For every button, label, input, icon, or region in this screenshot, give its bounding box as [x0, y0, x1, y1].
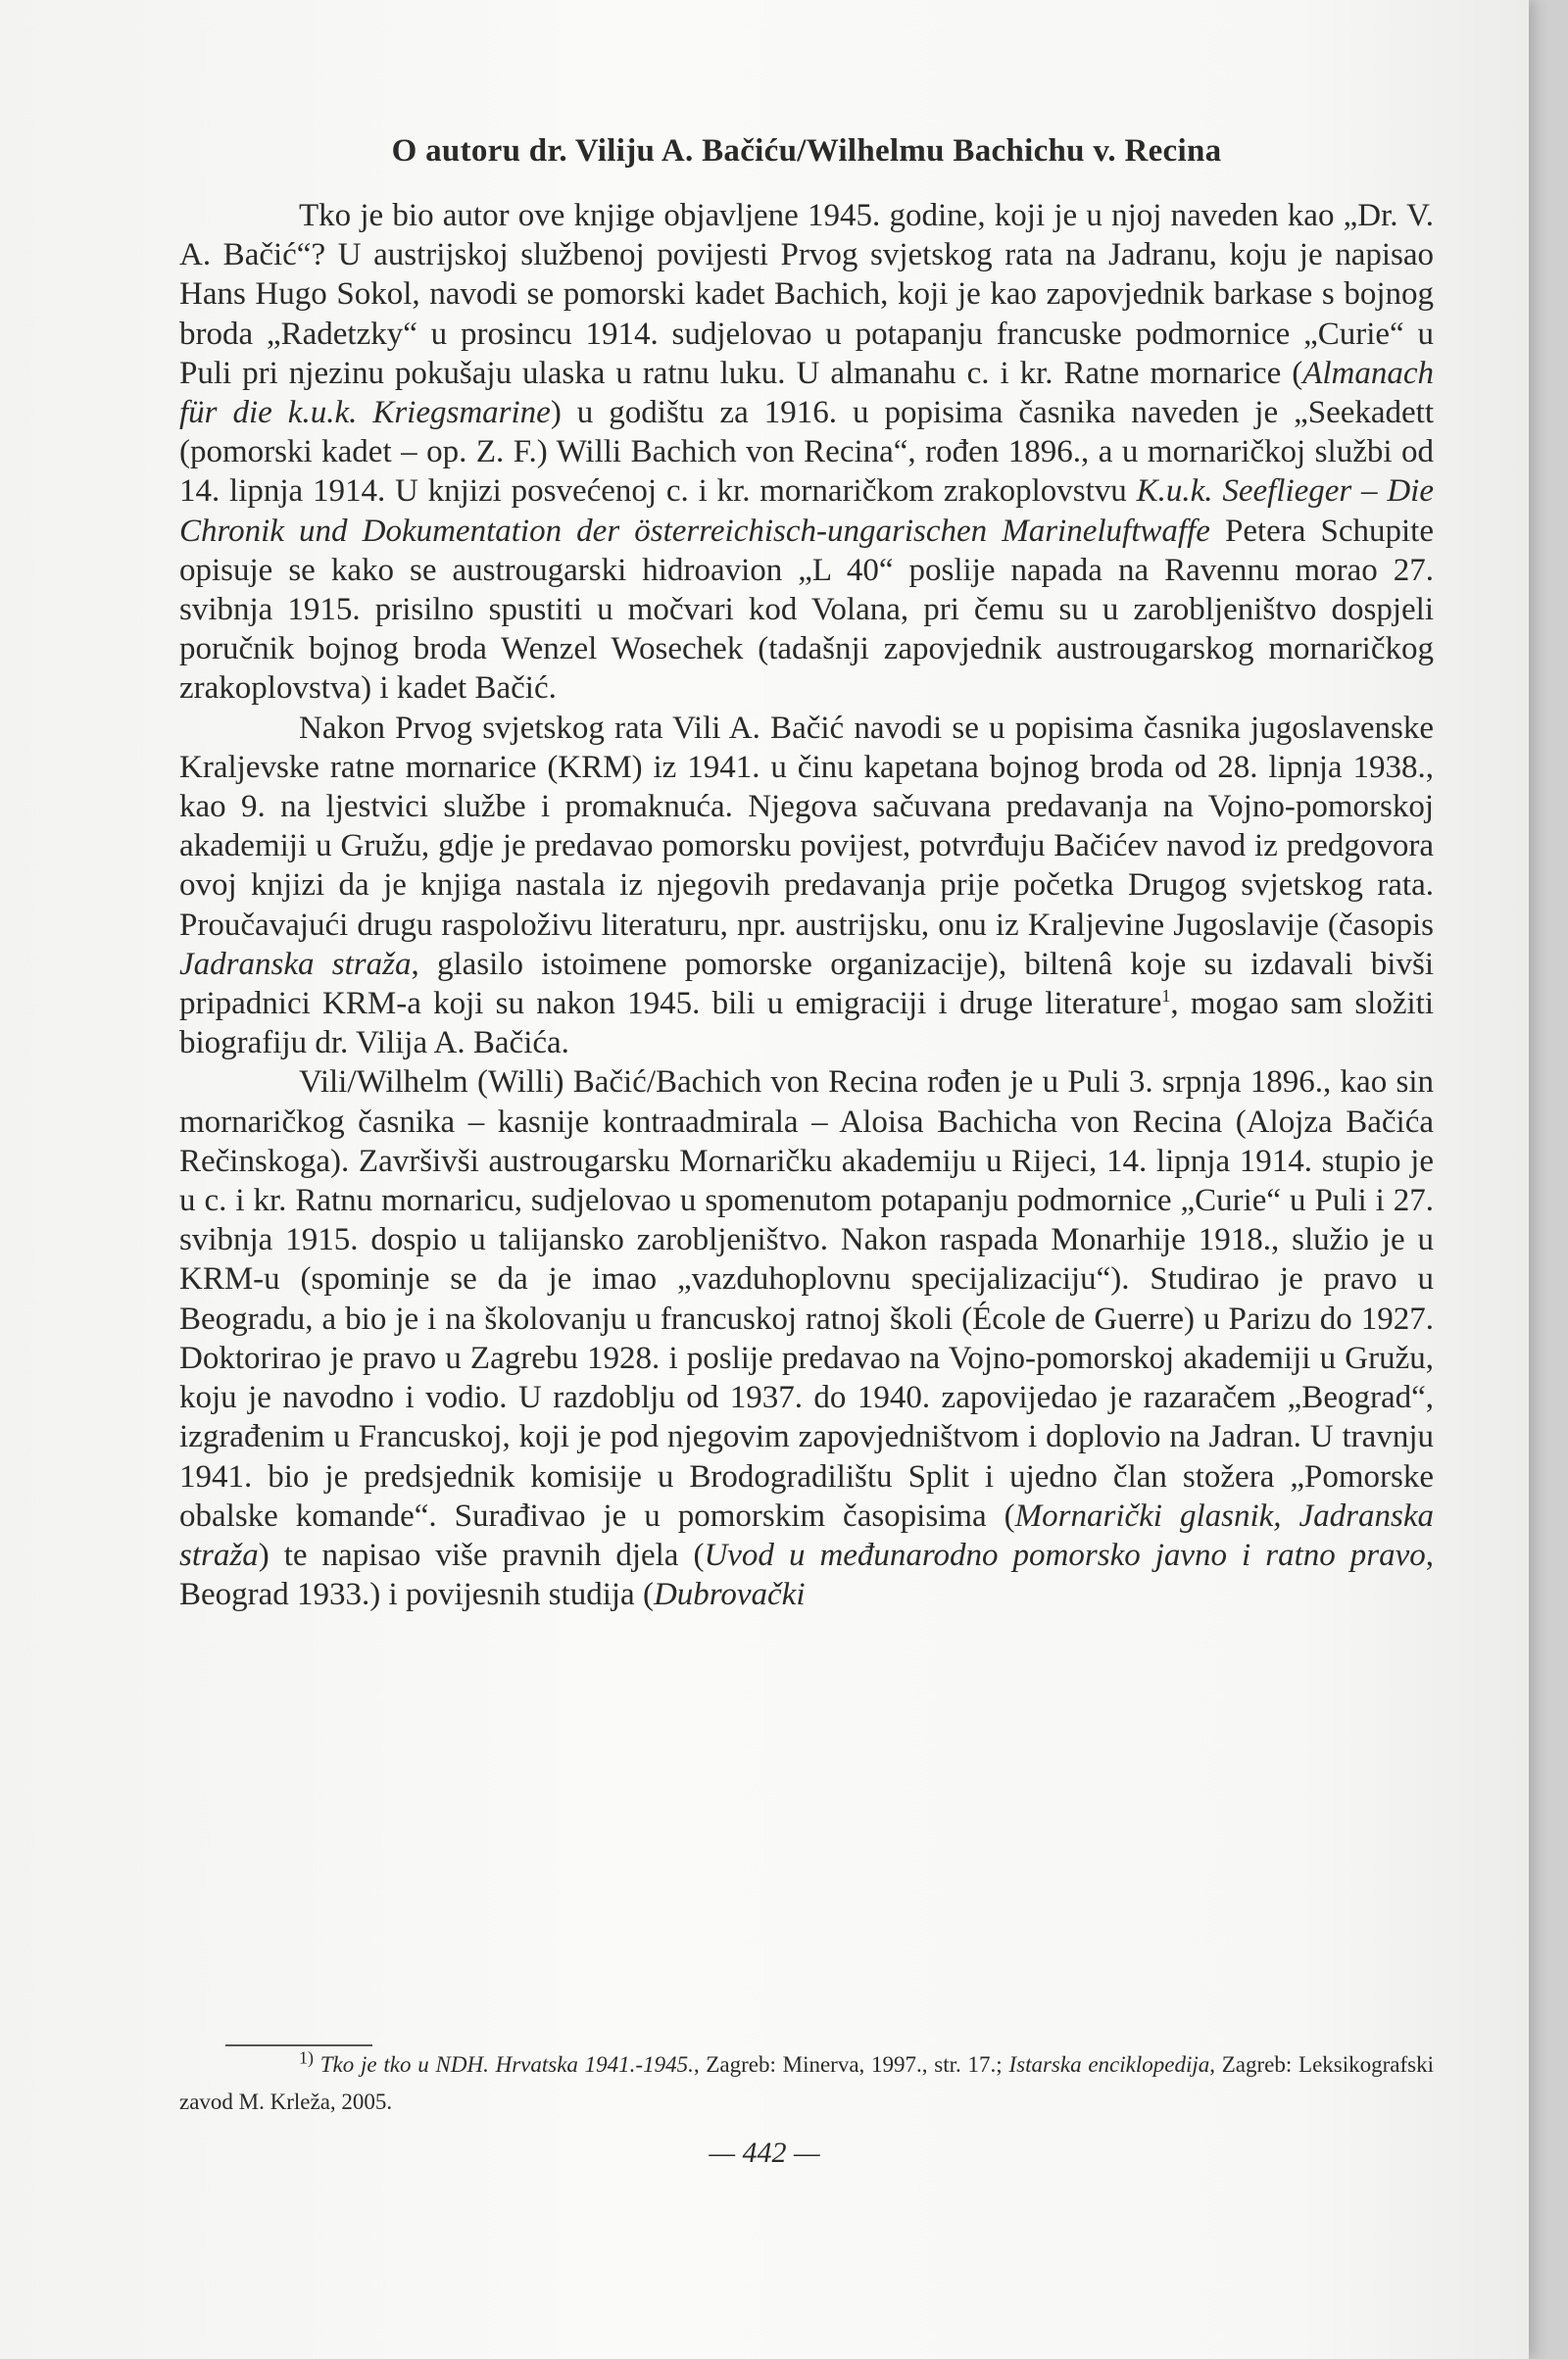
italic-title: Uvod u međunarodno pomorsko javno i ratno pravo — [704, 1537, 1426, 1573]
footnote-source-title: Tko je tko u NDH. Hrvatska 1941.-1945. — [319, 2052, 694, 2077]
paragraph-text: ) u godištu za 1916. u popisima časnika naveden je „Seekadett (pomorski kadet – op. Z. F.) Willi Bachich von Recina“, rođen 1896., a u mornaričkoj službi od 14. lipnja 1914. U knjizi posvećenoj c. i kr. mornaričkom zrakoplovstvu — [179, 395, 1434, 510]
paragraph-text: ) te napisao više pravnih djela ( — [258, 1537, 705, 1573]
italic-title: K.u.k. Seeflieger – Die Chronik und Dokumentation der österreichisch-ungarischen Marineluftwaffe — [179, 473, 1434, 549]
italic-title: Dubrovački — [653, 1577, 806, 1613]
footnote-marker: 1) — [299, 2047, 314, 2068]
paragraph — [179, 1062, 1434, 1614]
footnote-reference: 1 — [1161, 986, 1171, 1007]
paragraph-text: Vili/Wilhelm (Willi) Bačić/Bachich von Recina rođen je u Puli 3. srpnja 1896., kao sin mornaričkog časnika – kasnije kontraadmirala – Aloisa Bachicha von Recina (Alojza Bačića Rečinskoga). Završivši austrougarsku Mornaričku akademiju u Rijeci, 14. lipnja 1914. stupio je u c. i kr. Ratnu mornaricu, sudjelovao u spomenutom potapanju podmornice „Curie“ u Puli i 27. svibnja 1915. dospio u talijansko zarobljeništvo. Nakon raspada Monarhije 1918., služio je u KRM-u (spominje se da je imao „vazduhoplovnu specijalizaciju“). Studirao je pravo u Beogradu, a bio je i na školovanju u francuskoj ratnoj školi (École de Guerre) u Parizu do 1927. Doktorirao je pravo u Zagrebu 1928. i poslije predavao na Vojno-pomorskoj akademiji u Gružu, koju je navodno i vodio. U razdoblju od 1937. do 1940. zapovijedao je razaračem „Beograd“, izgrađenim u Francuskoj, koji je pod njegovim zapovjedništvom i doplovio na Jadran. U travnju 1941. bio je predsjednik komisije u Brodogradilištu Split i ujedno član stožera „Pomorske obalske komande“. Surađivao je u pomorskim časopisima ( — [179, 1064, 1434, 1534]
paragraph-text: Petera Schupite opisuje se kako se austrougarski hidroavion „L 40“ poslije napada na Ravennu morao 27. svibnja 1915. prisilno spustiti u močvari kod Volana, pri čemu su u zarobljeništvo dospjeli poručnik bojnog broda Wenzel Wosechek (tadašnji zapovjednik austrougarskog mornaričkog zrakoplovstva) i kadet Bačić. — [179, 513, 1434, 707]
footnote-source-title: Istarska enciklopedija — [1008, 2052, 1210, 2077]
paragraph — [179, 709, 1434, 1063]
paragraph-text: Nakon Prvog svjetskog rata Vili A. Bačić navodi se u popisima časnika jugoslavenske Kraljevske ratne mornarice (KRM) iz 1941. u činu kapetana bojnog broda od 28. lipnja 1938., kao 9. na ljestvici službe i promaknuća. Njegova sačuvana predavanja na Vojno-pomorskoj akademiji u Gružu, gdje je predavao pomorsku povijest, potvrđuju Bačićev navod iz predgovora ovoj knjizi da je knjiga nastala iz njegovih predavanja prije početka Drugog svjetskog rata. Proučavajući drugu raspoloživu literaturu, npr. austrijsku, onu iz Kraljevine Jugoslavije (časopis — [179, 710, 1434, 943]
footnote — [179, 2046, 1434, 2121]
paragraph-text: , Beograd 1933.) i povijesnih studija ( — [179, 1537, 1434, 1613]
footnote-text: , Zagreb: Minerva, 1997., str. 17.; — [693, 2052, 1009, 2077]
italic-title: Almanach für die k.u.k. Kriegsmarine — [179, 355, 1434, 431]
italic-title: Jadranska straža — [179, 946, 412, 982]
page-number: — 442 — — [709, 2137, 820, 2169]
paragraph — [179, 196, 1434, 709]
paragraph-text: , mogao sam složiti biografiju dr. Vilija A. Bačića. — [179, 986, 1434, 1061]
italic-title: Mornarički glasnik, Jadranska straža — [179, 1498, 1434, 1573]
page-body — [179, 127, 1434, 1614]
paragraph-text: , glasilo istoimene pomorske organizacije), biltenâ koje su izdavali bivši pripadnici KRM-a koji su nakon 1945. bili u emigraciji i druge literature — [179, 946, 1434, 1022]
paragraph-text: Tko je bio autor ove knjige objavljene 1945. godine, koji je u njoj naveden kao „Dr. V. A. Bačić“? U austrijskoj službenoj povijesti Prvog svjetskog rata na Jadranu, koju je napisao Hans Hugo Sokol, navodi se pomorski kadet Bachich, koji je kao zapovjednik barkase s bojnog broda „Radetzky“ u prosincu 1914. sudjelovao u potapanju francuske podmornice „Curie“ u Puli pri njezinu pokušaju ulaska u ratnu luku. U almanahu c. i kr. Ratne mornarice ( — [179, 198, 1434, 391]
footnote-text: , Zagreb: Leksikografski zavod M. Krleža, 2005. — [179, 2052, 1434, 2114]
page-title: O autoru dr. Viliju A. Bačiću/Wilhelmu Bachichu v. Recina — [391, 133, 1222, 169]
